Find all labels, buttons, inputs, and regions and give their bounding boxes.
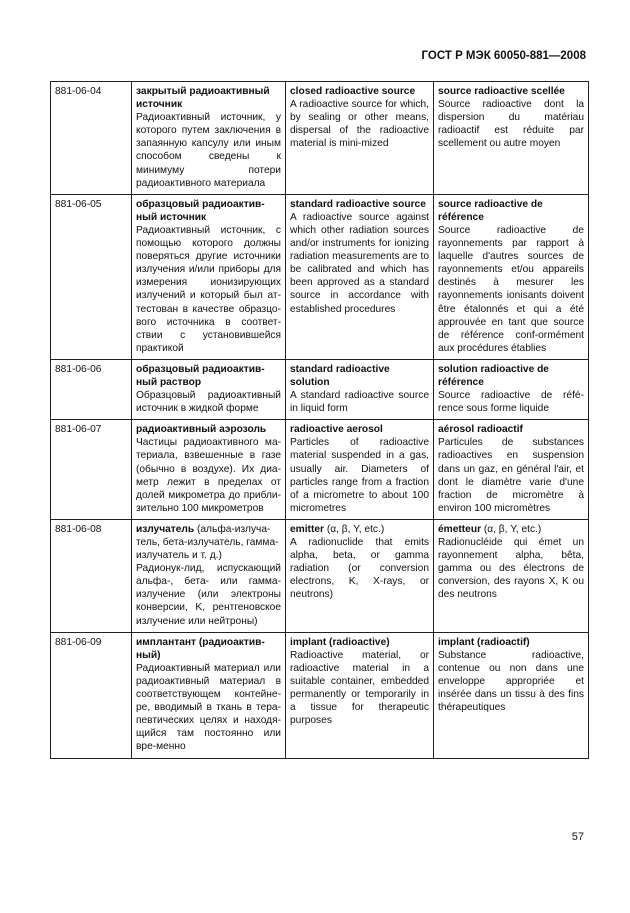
term-qualifier-fr: (α, β, Y, etc.) [481,523,542,535]
term-definition-ru: Радиоактивный источник, с помощью которого должны поверяться другие источники излучения и/или приборы для измерения ионизирующих излучений и который был ат-тестован в качестве образцо-вого источника в соответ-ствии с установившейся практикой [136,224,281,354]
term-row [51,359,589,419]
term-heading-ru [136,198,281,224]
term-row [51,519,589,632]
term-name-fr: source radioactive de référence [438,198,543,223]
term-cell-ru [132,359,286,419]
term-definition-ru: Частицы радиоактивного ма-териала, взвешенные в газе (обычно в воздухе). Их диа-метр лежит в пределах от долей микрометра до прибли-зительно 100 микрометров [136,437,281,514]
term-cell-ru [132,194,286,359]
term-heading-en [290,363,429,389]
term-cell-fr [434,420,589,520]
term-heading-en [290,198,429,211]
term-cell-en [286,194,434,359]
term-cell-fr [434,519,589,632]
term-definition-ru: Образцовый радиоактивный источник в жидкой форме [136,390,281,415]
term-heading-ru [136,636,281,662]
term-name-en: standard radioactive source [290,198,426,210]
term-cell-en [286,359,434,419]
term-name-fr: solution radioactive de référence [438,363,549,388]
term-definition-en: Particles of radioactive material suspended in a gas, usually air. Diameters of particles range from a fraction of a micrometre to about 100 micrometres [290,437,429,514]
term-name-fr: émetteur [438,523,482,535]
term-cell-ru [132,420,286,520]
term-cell-fr [434,82,589,195]
term-row [51,194,589,359]
term-definition-en: Radioactive material, or radioactive material in a suitable container, embedded permanently or temporarily in a tissue for therapeutic purposes [290,649,429,727]
term-name-ru: имплантант (радиоактив-ный) [136,636,265,661]
term-heading-ru [136,423,281,436]
term-cell-ru [132,632,286,758]
term-name-ru: образцовый радиоактив-ный источник [136,198,265,223]
term-heading-en [290,85,429,98]
term-heading-fr [438,636,584,649]
term-definition-fr: Radionucléide qui émet un rayonnement alpha, bêta, gamma ou des électrons de conversion, des rayons X, K ou des neutrons [438,537,584,601]
term-heading-fr [438,363,584,389]
term-definition-fr: Source radioactive de rayonnements par rapport à laquelle d'autres sources de rayonnements et/ou appareils destinés à mesurer les rayonnements ionisants doivent être étalonnés et qui a été approuvée en tant que source de référence conf-ormément aux procédures établies [438,224,584,354]
term-row [51,82,589,195]
term-heading-fr [438,198,584,224]
term-qualifier-ru: (альфа-излуча-тель, бета-излучатель, гамма-излучатель и т. д.) [136,523,279,562]
term-heading-fr [438,523,584,536]
term-cell-en [286,519,434,632]
term-heading-ru [136,85,281,111]
term-name-fr: aérosol radioactif [438,424,523,436]
term-definition-fr: Source radioactive de réfé-rence sous forme liquide [438,390,584,415]
term-qualifier-en: (α, β, Y, etc.) [323,523,385,535]
term-number: 881-06-05 [51,194,132,359]
term-number: 881-06-07 [51,420,132,520]
term-definition-en: A radioactive source for which, by sealing or other means, dispersal of the radioactive material is mini-mized [290,99,429,150]
term-heading-en [290,636,429,649]
term-heading-ru [136,523,281,562]
term-cell-fr [434,632,589,758]
term-cell-ru [132,82,286,195]
page-number: 57 [571,831,584,843]
term-name-en: implant (radioactive) [290,636,390,648]
term-cell-fr [434,359,589,419]
term-cell-en [286,420,434,520]
term-cell-en [286,632,434,758]
term-definition-en: A standard radioactive source in liquid form [290,390,429,415]
term-name-ru: закрытый радиоактивный источник [136,86,270,111]
term-cell-fr [434,194,589,359]
term-row [51,420,589,520]
term-number: 881-06-04 [51,82,132,195]
term-name-ru: радиоактивный аэрозоль [136,424,267,436]
term-name-fr: source radioactive scellée [438,86,565,97]
term-name-ru: образцовый радиоактив-ный раствор [136,363,265,388]
term-row [51,632,589,758]
term-name-en: emitter [290,523,324,535]
term-name-fr: implant (radioactif) [438,636,530,648]
term-cell-ru [132,519,286,632]
term-name-en: radioactive aerosol [290,424,383,436]
standard-header: ГОСТ Р МЭК 60050-881—2008 [421,50,586,62]
term-definition-ru: Радиоактивный материал или радиоактивный материал в соответствующем контейне-ре, вводимый в ткань в тера-певтических целях и находя-щийся там постоянно или вре-менно [136,662,281,753]
term-name-ru: излучатель [136,523,195,535]
term-heading-ru [136,363,281,389]
term-definition-ru: Радионук-лид, испускающий альфа-, бета- или гамма-излучение (или электроны конверсии, K, рентгеновское излучение или нейтроны) [136,563,281,627]
term-definition-ru: Радиоактивный источник, у которого путем заключения в запаянную капсулу или иным способом сведены к минимуму потери радиоактивного материала [136,112,281,189]
term-name-en: closed radioactive source [290,86,416,97]
term-definition-en: A radionuclide that emits alpha, beta, or gamma radiation (or conversion electrons, K, X-rays, or neutrons) [290,537,429,601]
term-number: 881-06-06 [51,359,132,419]
term-definition-fr: Source radioactive dont la dispersion du matériau radioactif est réduite par scellement ou autre moyen [438,99,584,150]
term-definition-en: A radioactive source against which other radiation sources and/or instruments for ionizing radiation measurements are to be calibrated and which has been approved as a standard source in accordance with established procedures [290,211,429,315]
term-heading-en [290,523,429,536]
term-heading-fr [438,423,584,436]
term-cell-en [286,82,434,195]
terms-table [50,81,589,759]
term-number: 881-06-09 [51,632,132,758]
term-heading-en [290,423,429,436]
term-number: 881-06-08 [51,519,132,632]
term-name-en: standard radioactive solution [290,363,390,388]
term-definition-fr: Substance radioactive, contenue ou non dans une enveloppe appropriée et insérée dans un tissu à des fins thérapeutiques [438,649,584,714]
term-heading-fr [438,85,584,98]
term-definition-fr: Particules de substances radioactives en suspension dans un gaz, en général l'air, et dont le diamètre varie d'une fraction de micromètre à environ 100 micromètres [438,437,584,514]
